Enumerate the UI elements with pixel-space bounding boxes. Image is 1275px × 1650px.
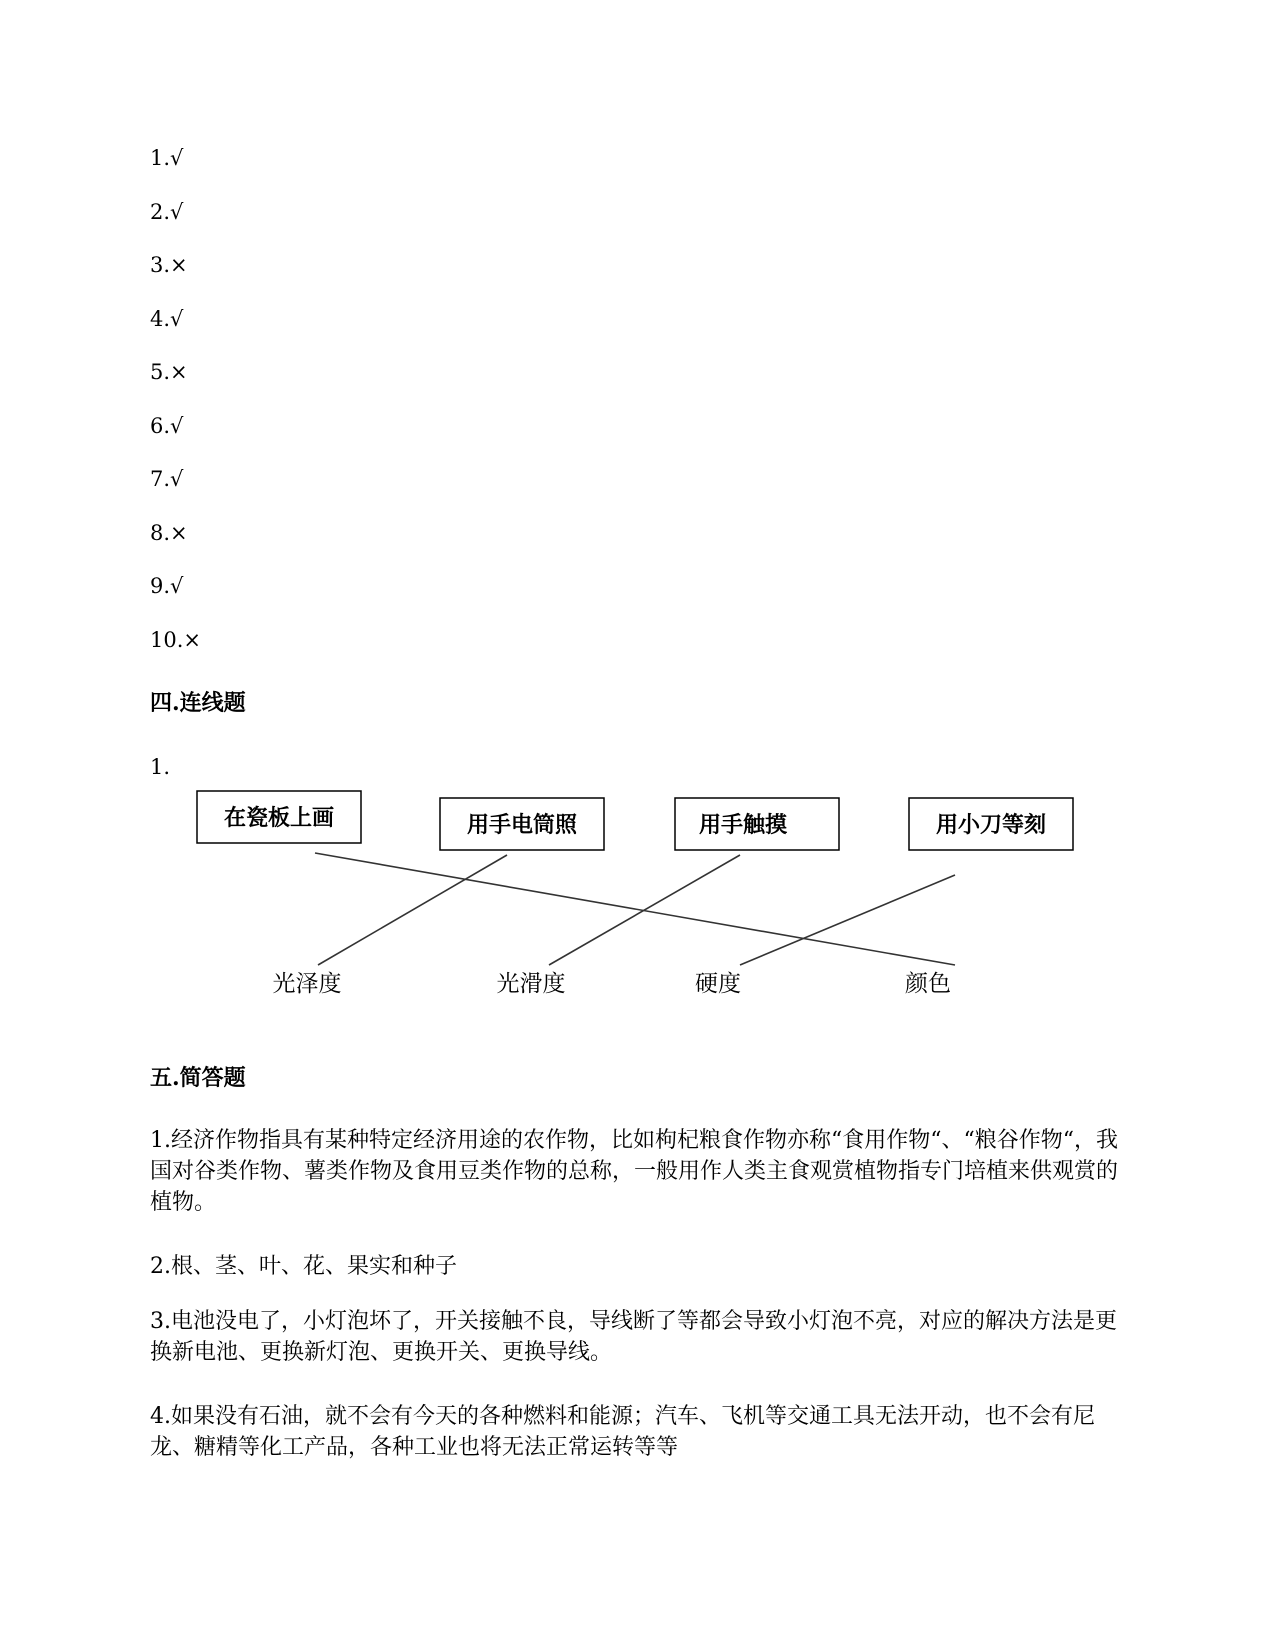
short-answer-3: 3.电池没电了，小灯泡坏了，开关接触不良，导线断了等都会导致小灯泡不亮，对应的解决方法是更换新电池、更换新灯泡、更换开关、更换导线。 (150, 1309, 1117, 1365)
match-line-1 (315, 853, 955, 965)
top-box-3 (675, 798, 839, 850)
matching-question-number: 1. (150, 755, 171, 779)
top-box-2 (440, 798, 604, 850)
judgment-answer-9: 9.√ (150, 574, 184, 598)
bottom-label-4: 颜色 (905, 971, 951, 997)
short-answer-2: 2.根、茎、叶、花、果实和种子 (150, 1254, 457, 1279)
match-line-4 (740, 875, 955, 965)
judgment-answer-4: 4.√ (150, 306, 184, 331)
match-line-2 (318, 855, 507, 965)
section-five-heading: 五.简答题 (150, 1065, 246, 1091)
short-answer-4: 4.如果没有石油，就不会有今天的各种燃料和能源；汽车、飞机等交通工具无法开动，也不会有尼龙、糖精等化工产品，各种工业也将无法正常运转等等 (150, 1404, 1095, 1460)
top-box-1-label: 在瓷板上画 (223, 806, 335, 831)
judgment-answer-6: 6.√ (150, 413, 184, 438)
judgment-answer-3: 3.× (150, 253, 188, 277)
short-answer-1: 1.经济作物指具有某种特定经济用途的农作物，比如枸杞粮食作物亦称“食用作物“、“粮谷作物“，我国对谷类作物、薯类作物及食用豆类作物的总称，一般用作人类主食观赏植物指专门培植来供观赏的植物。 (150, 1128, 1119, 1215)
bottom-label-3: 硬度 (695, 971, 741, 997)
top-box-4 (909, 798, 1073, 850)
top-box-2-label: 用手电筒照 (466, 813, 578, 838)
bottom-label-1: 光泽度 (272, 971, 342, 997)
top-box-4-label: 用小刀等刻 (935, 813, 1047, 838)
judgment-answer-8: 8.× (150, 520, 188, 545)
judgment-answer-7: 7.√ (150, 467, 184, 491)
judgment-answer-5: 5.× (150, 360, 188, 384)
top-box-3-label: 用手触摸 (698, 813, 788, 838)
judgment-answer-10: 10.× (150, 627, 201, 652)
section-four-heading: 四.连线题 (150, 690, 246, 716)
top-box-1 (197, 791, 361, 843)
bottom-label-2: 光滑度 (496, 971, 566, 997)
judgment-answer-2: 2.√ (150, 199, 184, 224)
judgment-answer-1: 1.√ (150, 146, 184, 170)
match-line-3 (549, 855, 740, 965)
